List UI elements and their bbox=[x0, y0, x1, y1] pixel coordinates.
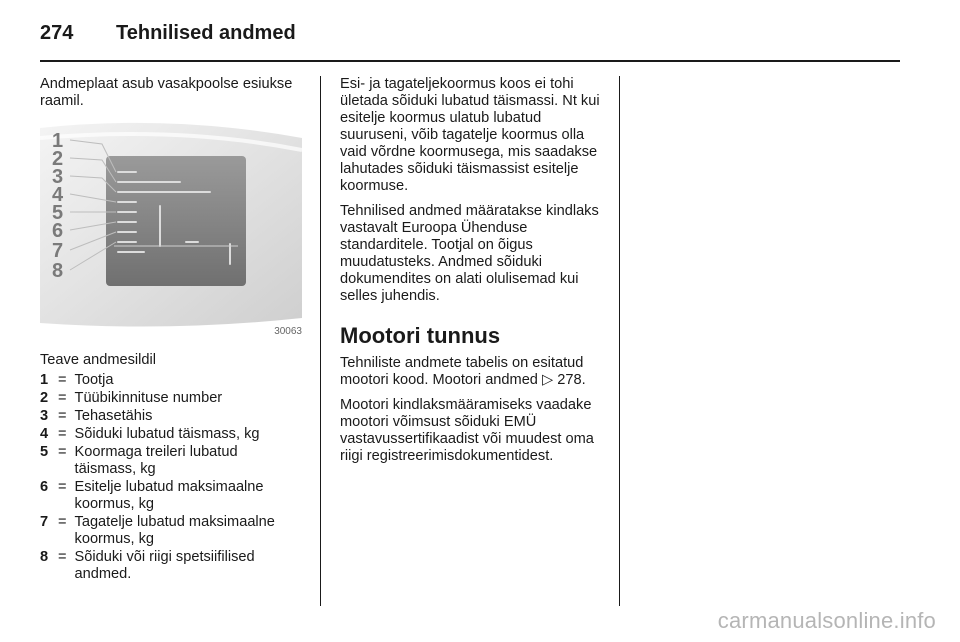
legend-equals: = bbox=[58, 408, 67, 424]
legend-number: 6 bbox=[40, 479, 49, 495]
figure-caption: Teave andmesildil bbox=[40, 352, 157, 368]
legend-equals: = bbox=[58, 514, 67, 530]
legend-equals: = bbox=[58, 390, 67, 406]
callout-1: 1 bbox=[52, 130, 64, 152]
legend-equals: = bbox=[58, 549, 67, 565]
callout-3: 3 bbox=[52, 166, 64, 188]
legend-equals: = bbox=[58, 444, 67, 460]
standards-paragraph: Tehnilised andmed määratakse kindlaks vastavalt Euroopa Ühenduse standarditele. Tootjal on õigus muudatusteks. Andmed sõiduki dokumendites on alati olulisemad kui selles juhendis. bbox=[340, 203, 599, 304]
legend-list bbox=[40, 372, 302, 583]
legend-number: 4 bbox=[40, 426, 49, 442]
legend-text: Tüübikinnituse number bbox=[74, 390, 223, 406]
axle-load-paragraph: Esi- ja tagateljekoormus koos ei tohi ületada sõiduki lubatud täismassi. Nt kui esitelje koormus ulatub lubatud suuruseni, võib tagatelje koormus olla vaid võrdne koormusega, mis saadakse lahutades sõiduki täismassist esitelje koormuse. bbox=[340, 76, 600, 194]
legend-number: 5 bbox=[40, 444, 49, 460]
legend-equals: = bbox=[58, 426, 67, 442]
page-reference-link[interactable]: 278. bbox=[553, 372, 586, 388]
data-plate-figure bbox=[40, 118, 302, 340]
legend-text: Esitelje lubatud maksimaalne koormus, kg bbox=[74, 479, 264, 512]
engine-code-text: Tehniliste andmete tabelis on esitatud mootori kood. Mootori andmed bbox=[340, 355, 584, 388]
legend-text: Tehasetähis bbox=[74, 408, 153, 424]
header-rule bbox=[40, 60, 900, 62]
engine-code-paragraph bbox=[340, 355, 606, 389]
page-header bbox=[40, 18, 900, 58]
legend-text: Tagatelje lubatud maksimaalne koormus, kg bbox=[74, 514, 275, 547]
legend-number: 7 bbox=[40, 514, 49, 530]
intro-paragraph: Andmeplaat asub vasakpoolse esiukse raamil. bbox=[40, 76, 293, 109]
callout-2: 2 bbox=[52, 148, 64, 170]
column-divider-right bbox=[619, 76, 620, 606]
legend-equals: = bbox=[58, 372, 67, 388]
watermark: carmanualsonline.info bbox=[717, 608, 936, 633]
column-divider-left bbox=[320, 76, 321, 606]
right-arrow-reference-icon: ▷ bbox=[542, 372, 554, 388]
page-title: Tehnilised andmed bbox=[116, 22, 296, 44]
callout-8: 8 bbox=[52, 260, 64, 282]
legend-item bbox=[40, 372, 302, 389]
figure-code: 30063 bbox=[274, 326, 302, 337]
legend-number: 2 bbox=[40, 390, 49, 406]
left-column bbox=[40, 76, 302, 584]
callout-numbers bbox=[52, 130, 64, 282]
legend-number: 8 bbox=[40, 549, 49, 565]
callout-5: 5 bbox=[52, 202, 64, 224]
legend-item bbox=[40, 426, 302, 443]
callout-6: 6 bbox=[52, 220, 64, 242]
callout-4: 4 bbox=[52, 184, 64, 206]
legend-text: Tootja bbox=[74, 372, 114, 388]
middle-column bbox=[340, 76, 606, 473]
legend-number: 3 bbox=[40, 408, 49, 424]
legend-text: Sõiduki või riigi spetsiifilised andmed. bbox=[74, 549, 255, 582]
callout-7: 7 bbox=[52, 240, 64, 262]
legend-item bbox=[40, 390, 302, 407]
legend-text: Koormaga treileri lubatud täismass, kg bbox=[74, 444, 238, 477]
data-plate-illustration bbox=[40, 118, 302, 340]
legend-item bbox=[40, 514, 302, 548]
section-heading: Mootori tunnus bbox=[340, 323, 501, 348]
legend-item bbox=[40, 479, 302, 513]
legend-equals: = bbox=[58, 479, 67, 495]
legend-number: 1 bbox=[40, 372, 49, 388]
legend-text: Sõiduki lubatud täismass, kg bbox=[74, 426, 260, 442]
legend-item bbox=[40, 408, 302, 425]
page-number: 274 bbox=[40, 22, 74, 44]
legend-item bbox=[40, 444, 302, 478]
legend-item bbox=[40, 549, 302, 583]
engine-identification-paragraph: Mootori kindlaksmääramiseks vaadake mootori võimsust sõiduki EMÜ vastavussertifikaadist või muudest oma riigi registreerimisdokumentidest. bbox=[340, 397, 594, 464]
